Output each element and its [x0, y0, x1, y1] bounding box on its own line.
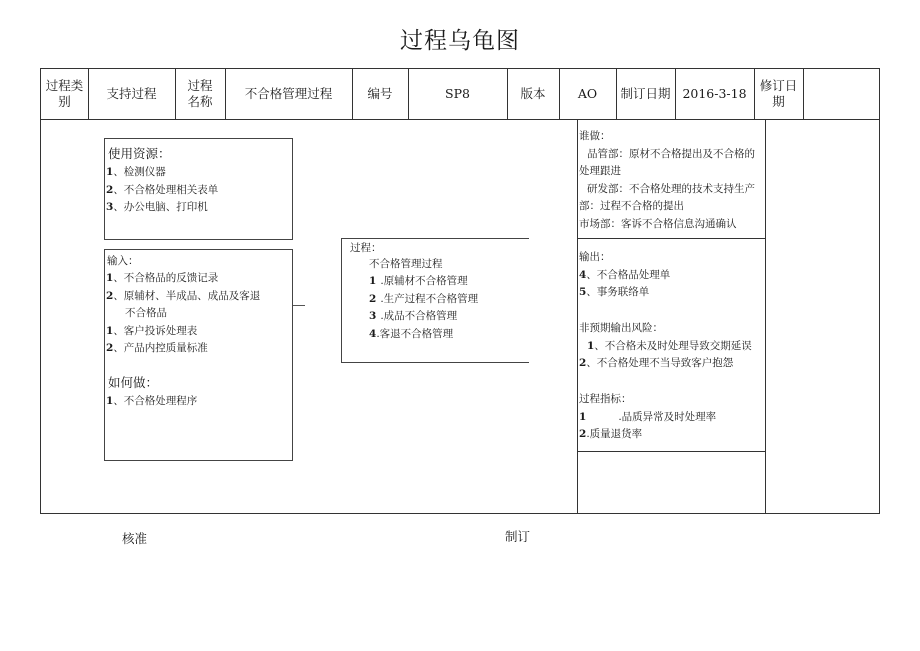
how-heading: 如何做：	[108, 375, 159, 390]
list-item: 不合格品	[125, 307, 167, 319]
list-item: 1 .品质异常及时处理率	[579, 410, 717, 423]
list-item: 2.质量退货率	[579, 428, 643, 440]
who-section	[579, 128, 755, 233]
list-item: 2、不合格处理相关表单	[106, 183, 219, 196]
list-item: 1、客户投诉处理表	[106, 324, 198, 337]
inputs-box	[104, 249, 293, 461]
indicators-heading: 过程指标：	[579, 393, 632, 405]
approve-label: 核准	[122, 531, 148, 546]
list-item: 1、不合格品的反馈记录	[106, 272, 219, 284]
process-list	[369, 273, 478, 343]
process-box	[341, 238, 529, 363]
list-item: 1、不合格未及时处理导致交期延误	[587, 339, 752, 352]
indicators-section	[579, 391, 716, 444]
list-item: 3 .成品不合格管理	[369, 310, 458, 322]
inputs-list	[106, 270, 260, 358]
who-line: 研发部：不合格处理的技术支持生产	[587, 182, 755, 195]
name-value: 不合格管理过程	[244, 86, 333, 101]
risks-heading: 非预期输出风险：	[579, 322, 663, 334]
who-line: 市场部：客诉不合格信息沟通确认	[579, 217, 737, 230]
output-box-bottom	[577, 451, 765, 452]
date-value: 2016-3-18	[682, 86, 747, 101]
resources-list	[106, 164, 218, 217]
outputs-section	[579, 249, 670, 302]
name-label: 过程名称	[187, 78, 213, 109]
number-label: 编号	[367, 86, 393, 101]
process-subheading: 不合格管理过程	[369, 258, 443, 270]
process-heading: 过程：	[350, 242, 382, 254]
list-item: 4.客退不合格管理	[369, 327, 454, 340]
list-item: 4、不合格品处理单	[579, 268, 671, 281]
list-item: 3、办公电脑、打印机	[106, 201, 208, 213]
header-table	[40, 68, 880, 120]
risks-section	[579, 320, 752, 373]
resources-heading: 使用资源：	[108, 146, 171, 161]
prepare-label: 制订	[505, 529, 531, 544]
outputs-heading: 输出：	[579, 251, 611, 263]
number-value: SP8	[445, 86, 470, 101]
revise-value	[803, 69, 880, 119]
who-heading: 谁做：	[579, 130, 611, 142]
list-item: 2、不合格处理不当导致客户抱怨	[579, 357, 734, 369]
list-item: 1、检测仪器	[106, 166, 166, 178]
list-item: 1、不合格处理程序	[106, 395, 198, 407]
who-line: 处理跟进	[579, 165, 621, 177]
category-label: 过程类别	[45, 78, 84, 109]
revise-label: 修订日期	[759, 78, 798, 109]
right-column-divider	[577, 119, 578, 514]
category-value: 支持过程	[106, 86, 157, 101]
how-list	[106, 393, 197, 411]
who-line: 部：过程不合格的提出	[579, 200, 684, 212]
list-item: 2、产品内控质量标准	[106, 342, 208, 354]
version-value: AO	[577, 86, 598, 101]
inputs-heading: 输入：	[107, 255, 139, 267]
connector-line	[293, 305, 305, 306]
resources-box	[104, 138, 293, 240]
date-label: 制订日期	[620, 86, 671, 101]
list-item: 1 .原辅材不合格管理	[369, 275, 468, 287]
list-item: 2 .生产过程不合格管理	[369, 292, 479, 305]
list-item: 2、原辅材、半成品、成品及客退	[106, 289, 261, 302]
list-item: 5、事务联络单	[579, 286, 650, 298]
who-line: 品管部：原材不合格提出及不合格的	[587, 147, 755, 160]
version-label: 版本	[520, 86, 546, 101]
far-right-divider	[765, 119, 766, 514]
who-box-bottom	[577, 238, 765, 239]
document-title: 过程乌龟图	[400, 28, 520, 54]
